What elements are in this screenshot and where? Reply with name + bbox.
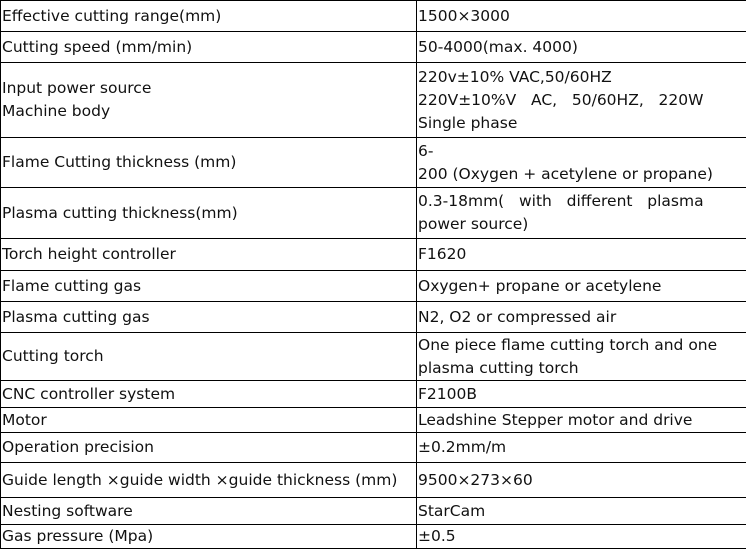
- param-cell: Cutting torch: [1, 333, 417, 381]
- param-cell: [1, 63, 417, 138]
- param-line: Machine body: [2, 102, 111, 120]
- value-cell: ±0.2mm/m: [417, 433, 746, 463]
- table-row: [1, 138, 746, 188]
- table-row: [1, 525, 746, 549]
- param-cell: Flame cutting gas: [1, 271, 417, 302]
- table-row: [1, 408, 746, 433]
- param-cell: CNC controller system: [1, 381, 417, 408]
- param-cell: Torch height controller: [1, 239, 417, 271]
- value-cell: F2100B: [417, 381, 746, 408]
- table-row: [1, 239, 746, 271]
- value-line: One piece flame cutting torch and one: [418, 335, 718, 354]
- table-row: [1, 498, 746, 525]
- param-cell: Cutting speed (mm/min): [1, 32, 417, 63]
- value-line: power source): [418, 215, 529, 233]
- param-cell: Plasma cutting gas: [1, 302, 417, 333]
- param-cell: Guide length ×guide width ×guide thickness (mm): [1, 463, 417, 498]
- param-cell: Motor: [1, 408, 417, 433]
- param-line: Input power source: [2, 79, 152, 97]
- table-row: [1, 333, 746, 381]
- value-line: 200 (Oxygen + acetylene or propane): [418, 164, 713, 183]
- table-row: [1, 32, 746, 63]
- param-cell: Plasma cutting thickness(mm): [1, 188, 417, 239]
- table-row: [1, 381, 746, 408]
- table-row: [1, 463, 746, 498]
- table-row: [1, 302, 746, 333]
- value-cell: [417, 63, 746, 138]
- value-cell: Oxygen+ propane or acetylene: [417, 271, 746, 302]
- value-cell: 1500×3000: [417, 1, 746, 32]
- value-cell: Leadshine Stepper motor and drive: [417, 408, 746, 433]
- value-cell: StarCam: [417, 498, 746, 525]
- value-cell: F1620: [417, 239, 746, 271]
- value-line: 0.3-18mm( with different plasma: [418, 192, 704, 210]
- table-row: [1, 433, 746, 463]
- value-cell: [417, 333, 746, 381]
- table-row: [1, 188, 746, 239]
- value-cell: 50-4000(max. 4000): [417, 32, 746, 63]
- value-cell: [417, 188, 746, 239]
- param-cell: Operation precision: [1, 433, 417, 463]
- value-line: 220v±10% VAC,50/60HZ: [418, 67, 612, 86]
- value-line: 6-: [418, 141, 434, 160]
- value-cell: 9500×273×60: [417, 463, 746, 498]
- value-cell: ±0.5: [417, 525, 746, 549]
- value-line: 220V±10%V AC, 50/60HZ, 220W: [418, 90, 704, 109]
- param-cell: Gas pressure (Mpa): [1, 525, 417, 549]
- value-line: Single phase: [418, 113, 518, 132]
- table-row: [1, 271, 746, 302]
- table-row: [1, 1, 746, 32]
- value-cell: N2, O2 or compressed air: [417, 302, 746, 333]
- param-cell: Effective cutting range(mm): [1, 1, 417, 32]
- value-cell: [417, 138, 746, 188]
- value-line: plasma cutting torch: [418, 358, 579, 377]
- param-cell: Flame Cutting thickness (mm): [1, 138, 417, 188]
- param-cell: Nesting software: [1, 498, 417, 525]
- table-row: [1, 63, 746, 138]
